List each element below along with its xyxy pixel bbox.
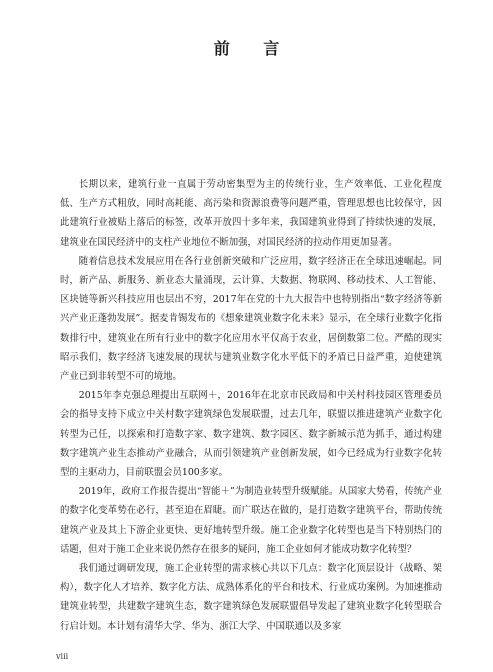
paragraph: 2019年，政府工作报告提出“智能＋”为制造业转型升级赋能。从国家大势看，传统产业的数字化变革势在必行，甚至迫在眉睫。而广联达在做的，是打造数字建筑平台，帮助传统建筑产业及其上下游企业更快、更好地转型升级。施工企业数字化转型也是当下特别热门的话题，但对于施工企业来说仍然存在很多的疑问，施工企业如何才能成功数字化转型？ xyxy=(60,486,442,555)
paragraph: 长期以来，建筑行业一直属于劳动密集型为主的传统行业，生产效率低、工业化程度低、生产方式粗放，同时高耗能、高污染和资源浪费等问题严重，管理思想也比较保守，因此建筑行业被贴上落后的标签，改革开放四十多年来，我国建筑业得到了持续快速的发展，建筑业在国民经济中的支柱产业地位不断加强，对国民经济的拉动作用更加显著。 xyxy=(60,179,442,248)
paragraph: 随着信息技术发展应用在各行业创新突破和广泛应用，数字经济正在全球迅速崛起。同时，新产品、新服务、新业态大量涌现，云计算、大数据、物联网、移动技术、人工智能、区块链等新兴科技应用也层出不穷，2017年在党的十九大报告中也特别指出“数字经济等新兴产业正蓬勃发展”。据麦肯锡发布的《想象建筑业数字化未来》显示，在全球行业数字化指数排行中，建筑业在所有行业中的数字化应用水平仅高于农业，居倒数第二位。严酷的现实昭示我们，数字经济飞速发展的现状与建筑业数字化水平低下的矛盾已日益严重，迫使建筑产业已到非转型不可的境地。 xyxy=(60,255,442,383)
page-number: viii xyxy=(56,652,69,661)
paragraph: 我们通过调研发现，施工企业转型的需求核心共以下几点：数字化顶层设计（战略、架构），数字化人才培养、数字化方法、成熟体系化的平台和技术、行业成功案例。为加速推动建筑业转型，共建数字建筑生态，数字建筑绿色发展联盟倡导发起了建筑业数字化转型联合行启计划。本计划有清华大学、华为、浙江大学、中国联通以及多家 xyxy=(60,563,442,632)
paragraph: 2015年李克强总理提出互联网＋，2016年在北京市民政局和中关村科技园区管理委员会的指导支持下成立中关村数字建筑绿色发展联盟，过去几年，联盟以推进建筑产业数字化转型为己任，以探索和打造数字家、数字建筑、数字园区、数字新城示范为抓手，通过构建数字建筑产业生态推动产业融合，从而引领建筑产业创新发展，如今已经成为行业数字化转型的主驱动力，目前联盟会员100多家。 xyxy=(60,390,442,479)
preface-body xyxy=(60,175,442,636)
page-title: 前 言 xyxy=(213,39,294,58)
